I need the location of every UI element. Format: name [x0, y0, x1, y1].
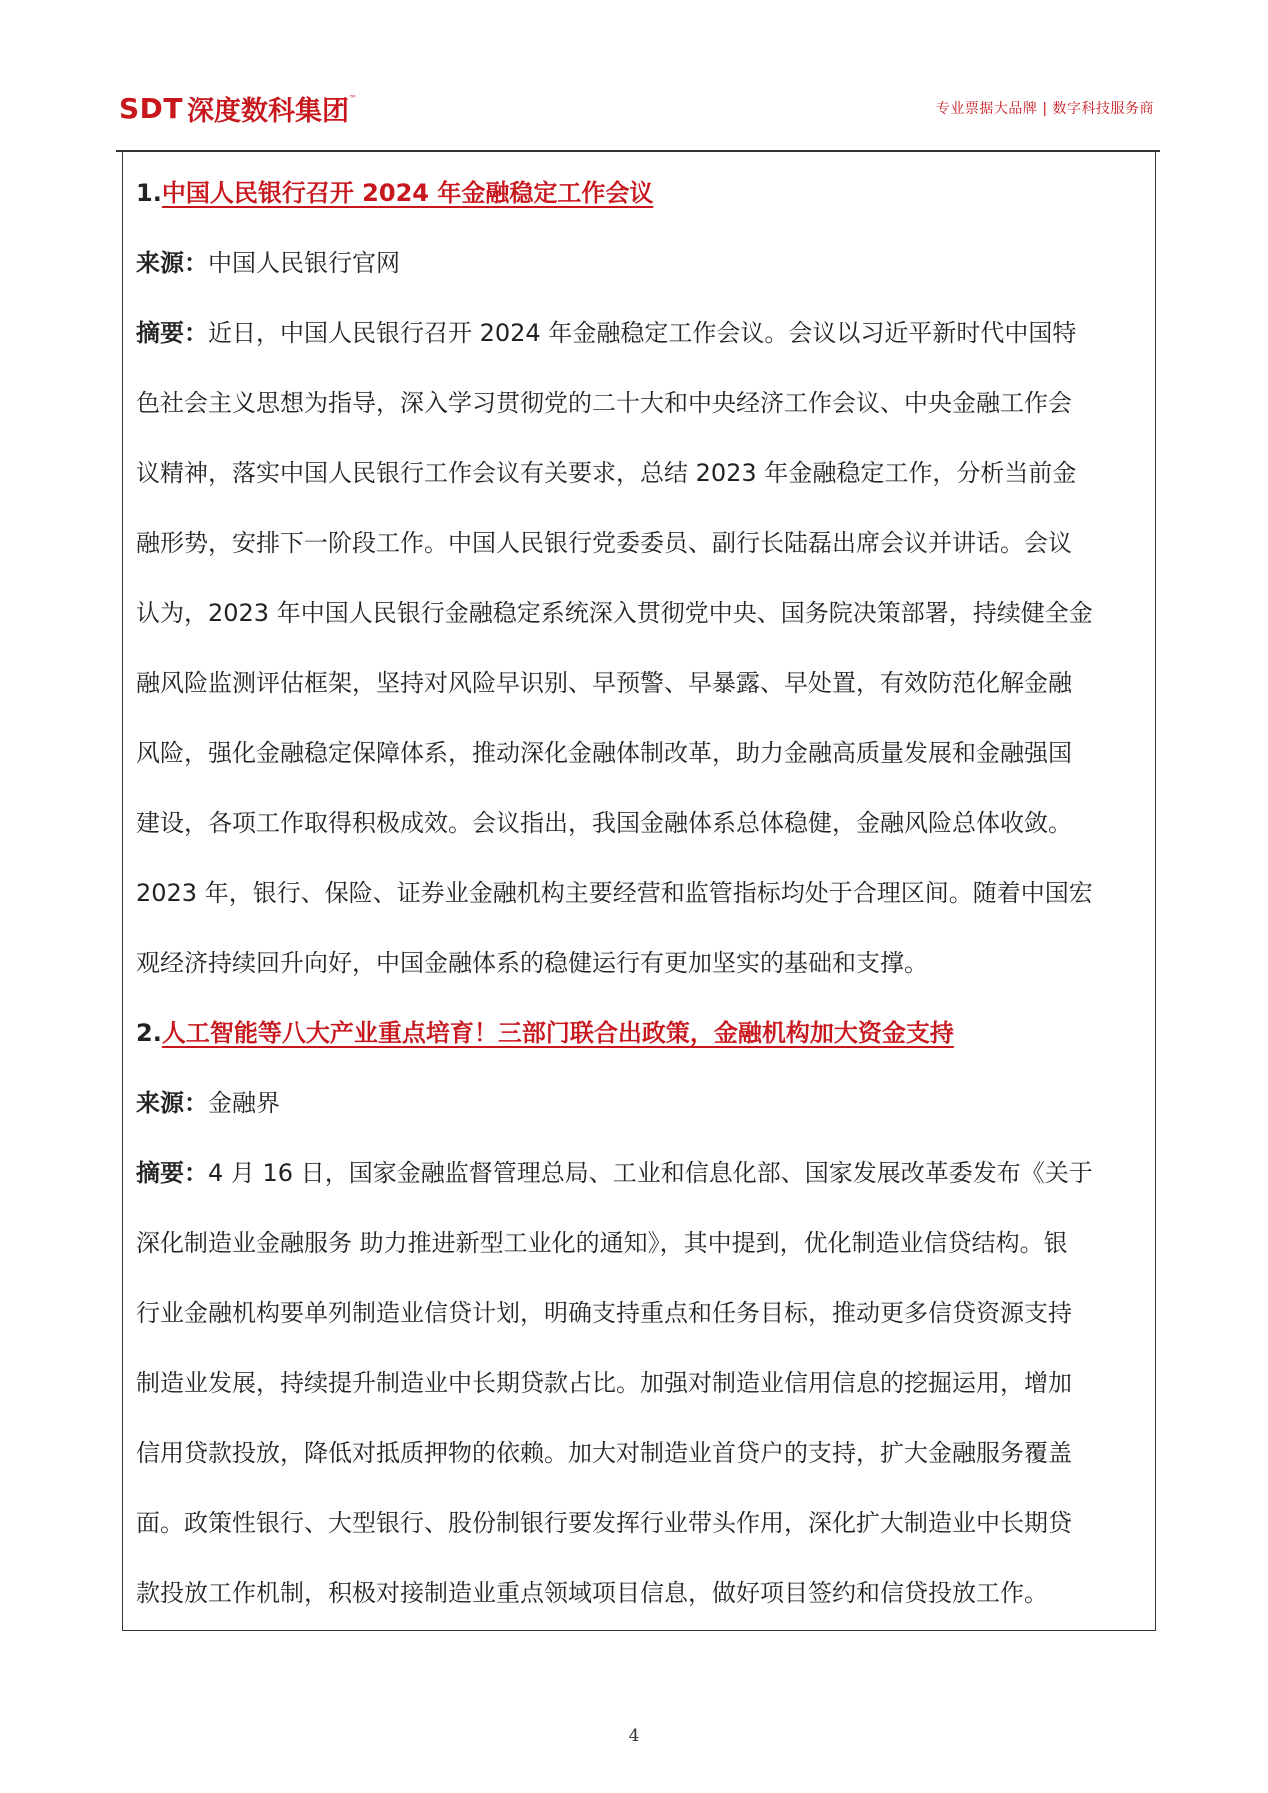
company-logo: [119, 88, 357, 128]
article-2-number: 2.: [136, 1019, 162, 1047]
page-number: 4: [628, 1726, 640, 1746]
article-2-source-line: [136, 1068, 1144, 1138]
logo-name: 深度数科集团: [187, 95, 350, 127]
article-1-summary-line: 色社会主义思想为指导，深入学习贯彻党的二十大和中央经济工作会议、中央金融工作会: [136, 389, 1072, 417]
article-1-summary-line: 2023 年，银行、保险、证券业金融机构主要经营和监管指标均处于合理区间。随着中国宏: [136, 879, 1093, 907]
article-1-title-line: [136, 158, 1144, 228]
article-1-summary-line: 融风险监测评估框架，坚持对风险早识别、早预警、早暴露、早处置，有效防范化解金融: [136, 669, 1072, 697]
article-1-title[interactable]: 中国人民银行召开 2024 年金融稳定工作会议: [161, 179, 654, 207]
logo-brand: SDT: [119, 91, 184, 125]
article-1-summary-line: 观经济持续回升向好，中国金融体系的稳健运行有更加坚实的基础和支撑。: [136, 949, 928, 977]
article-2-title[interactable]: 人工智能等八大产业重点培育！三部门联合出政策，金融机构加大资金支持: [161, 1019, 954, 1047]
article-2-title-line: [136, 998, 1144, 1068]
article-2-summary-line: 深化制造业金融服务 助力推进新型工业化的通知》，其中提到，优化制造业信贷结构。银: [136, 1229, 1068, 1257]
article-1-number: 1.: [136, 179, 162, 207]
article-1-summary-line: 风险，强化金融稳定保障体系，推动深化金融体制改革，助力金融高质量发展和金融强国: [136, 739, 1072, 767]
article-2-summary-label: 摘要：: [136, 1159, 208, 1187]
article-1-source: 中国人民银行官网: [208, 249, 400, 277]
article-2-summary-line: 行业金融机构要单列制造业信贷计划，明确支持重点和任务目标，推动更多信贷资源支持: [136, 1299, 1072, 1327]
article-2-summary-line: 制造业发展，持续提升制造业中长期贷款占比。加强对制造业信用信息的挖掘运用，增加: [136, 1369, 1072, 1397]
article-1-source-label: 来源：: [136, 249, 208, 277]
article-2-source-label: 来源：: [136, 1089, 208, 1117]
article-1-summary-line: 议精神，落实中国人民银行工作会议有关要求，总结 2023 年金融稳定工作，分析当前金: [136, 459, 1077, 487]
article-2-summary-line: 款投放工作机制，积极对接制造业重点领域项目信息，做好项目签约和信贷投放工作。: [136, 1579, 1048, 1607]
article-1-summary-line: [136, 298, 1144, 368]
article-1-summary-label: 摘要：: [136, 319, 208, 347]
header-tagline: 专业票据大品牌 | 数字科技服务商: [935, 101, 1154, 117]
article-2-source: 金融界: [208, 1089, 280, 1117]
article-2-summary-line: 面。政策性银行、大型银行、股份制银行要发挥行业带头作用，深化扩大制造业中长期贷: [136, 1509, 1072, 1537]
article-1-source-line: [136, 228, 1144, 298]
logo-trademark: ™: [349, 94, 358, 103]
page-header: [0, 0, 1268, 150]
article-2-summary-text: 4 月 16 日，国家金融监督管理总局、工业和信息化部、国家发展改革委发布《关于: [208, 1159, 1093, 1187]
article-1-summary-line: 认为，2023 年中国人民银行金融稳定系统深入贯彻党中央、国务院决策部署，持续健全金: [136, 599, 1093, 627]
article-1-summary-line: 建设，各项工作取得积极成效。会议指出，我国金融体系总体稳健，金融风险总体收敛。: [136, 809, 1072, 837]
article-1-summary-line: 融形势，安排下一阶段工作。中国人民银行党委委员、副行长陆磊出席会议并讲话。会议: [136, 529, 1072, 557]
article-2-summary-line: 信用贷款投放，降低对抵质押物的依赖。加大对制造业首贷户的支持，扩大金融服务覆盖: [136, 1439, 1072, 1467]
news-content-box: [122, 152, 1156, 1631]
news-list: [136, 152, 1144, 1628]
article-2-summary-line: [136, 1138, 1144, 1208]
article-1-summary-text: 近日，中国人民银行召开 2024 年金融稳定工作会议。会议以习近平新时代中国特: [208, 319, 1077, 347]
